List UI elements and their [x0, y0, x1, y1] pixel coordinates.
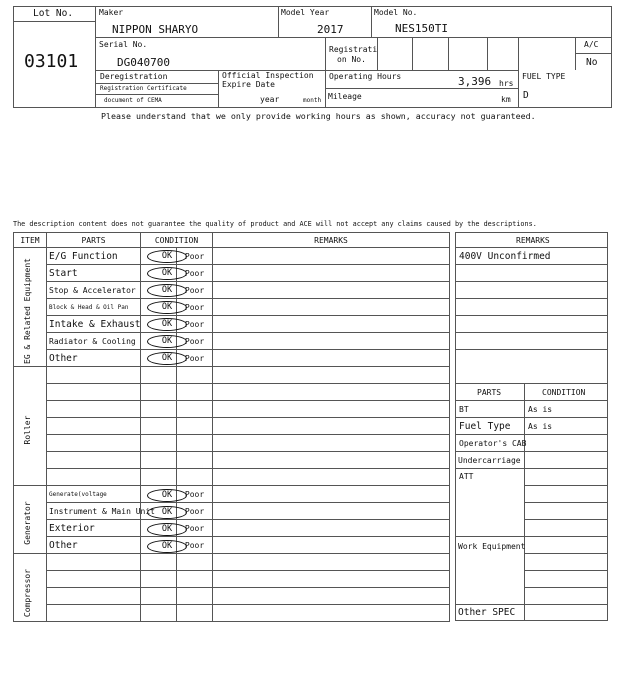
- part-label: Start: [47, 265, 141, 282]
- part-label: Block & Head & Oil Pan: [47, 299, 141, 316]
- right-part-bt: BT: [459, 405, 469, 414]
- right-part-fuel-type: Fuel Type: [459, 421, 511, 432]
- poor-label: Poor: [177, 486, 213, 503]
- serial-no-label: Serial No.: [99, 40, 148, 49]
- poor-label: Poor: [177, 350, 213, 367]
- model-year-value: 2017: [317, 23, 344, 36]
- description-notice: The description content does not guarantee the quality of product and ACE will not accept any claims caused by the descriptions.: [13, 220, 537, 228]
- fuel-type-value: D: [523, 90, 529, 101]
- right-parts-header: PARTS: [477, 388, 502, 397]
- right-part-operators-cab: Operator's CAB: [459, 439, 527, 448]
- ok-mark: OK: [147, 540, 187, 553]
- serial-no-value: DG040700: [117, 56, 170, 69]
- work-equipment-label: Work Equipment: [458, 542, 526, 551]
- other-spec-label: Other SPEC: [458, 607, 516, 618]
- operating-hours-value: 3,396: [458, 75, 492, 88]
- part-label: Other: [47, 537, 141, 554]
- right-part-att: ATT: [459, 472, 474, 481]
- ac-value: No: [586, 57, 598, 68]
- col-parts: PARTS: [47, 233, 141, 248]
- poor-label: Poor: [177, 520, 213, 537]
- right-part-undercarriage: Undercarriage: [458, 456, 521, 465]
- remark-400v: 400V Unconfirmed: [459, 251, 551, 262]
- inspection-table: [13, 232, 450, 622]
- section-label-eg: EG & Related Equipment: [23, 258, 32, 364]
- ok-mark: OK: [147, 352, 187, 365]
- section-label-compressor: Compressor: [23, 568, 32, 618]
- ok-mark: OK: [147, 301, 187, 314]
- part-label: Stop & Accelerator: [47, 282, 141, 299]
- inspection-label-2: Expire Date: [222, 80, 275, 89]
- maker-value: NIPPON SHARYO: [112, 23, 199, 36]
- maker-label: Maker: [99, 8, 124, 17]
- part-label: Radiator & Cooling: [47, 333, 141, 350]
- ok-mark: OK: [147, 489, 187, 502]
- year-label: year: [260, 95, 280, 104]
- poor-label: Poor: [177, 282, 213, 299]
- lot-divider: [13, 21, 96, 22]
- poor-label: Poor: [177, 265, 213, 282]
- poor-label: Poor: [177, 503, 213, 520]
- lot-no-value: 03101: [24, 51, 79, 72]
- model-no-label: Model No.: [374, 8, 418, 17]
- ok-mark: OK: [147, 250, 187, 263]
- ok-mark: OK: [147, 523, 187, 536]
- part-label: Instrument & Main Unit: [47, 503, 141, 520]
- ok-mark: OK: [147, 284, 187, 297]
- ac-label: A/C: [584, 40, 599, 49]
- col-condition: CONDITION: [141, 233, 213, 248]
- section-label-roller: Roller: [23, 415, 32, 445]
- part-label: Exterior: [47, 520, 141, 537]
- poor-label: Poor: [177, 248, 213, 265]
- ok-mark: OK: [147, 506, 187, 519]
- registration-label-1: Registrati: [329, 45, 378, 54]
- hrs-label: hrs: [499, 79, 514, 88]
- right-condition-fuel-type: As is: [528, 422, 553, 431]
- ok-mark: OK: [147, 335, 187, 348]
- inspection-label-1: Official Inspection: [222, 71, 314, 80]
- ok-mark: OK: [147, 318, 187, 331]
- km-label: km: [501, 95, 511, 104]
- section-label-generator: Generator: [23, 501, 32, 545]
- lot-no-label: Lot No.: [33, 8, 74, 19]
- col-remarks: REMARKS: [213, 233, 450, 248]
- col-remarks-right: REMARKS: [516, 236, 550, 245]
- model-year-label: Model Year: [281, 8, 330, 17]
- poor-label: Poor: [177, 333, 213, 350]
- month-label: month: [303, 97, 322, 104]
- poor-label: Poor: [177, 299, 213, 316]
- col-item: ITEM: [14, 233, 47, 248]
- registration-certificate-label: Registration Certificate: [100, 85, 187, 92]
- deregistration-label: Deregistration: [100, 72, 168, 81]
- right-condition-bt: As is: [528, 405, 553, 414]
- operating-hours-label: Operating Hours: [329, 72, 402, 81]
- part-label: E/G Function: [47, 248, 141, 265]
- fuel-type-label: FUEL TYPE: [522, 72, 566, 81]
- mileage-label: Mileage: [328, 92, 362, 101]
- part-label: Intake & Exhaust: [47, 316, 141, 333]
- document-of-cema-label: document of CEMA: [104, 97, 162, 104]
- part-label: Other: [47, 350, 141, 367]
- right-condition-header: CONDITION: [542, 388, 586, 397]
- poor-label: Poor: [177, 316, 213, 333]
- model-no-value: NES150TI: [395, 22, 448, 35]
- registration-label-2: on No.: [337, 55, 366, 64]
- part-label: Generate(voltage: [47, 486, 141, 503]
- ok-mark: OK: [147, 267, 187, 280]
- poor-label: Poor: [177, 537, 213, 554]
- hours-notice: Please understand that we only provide working hours as shown, accuracy not guaranteed.: [101, 111, 536, 121]
